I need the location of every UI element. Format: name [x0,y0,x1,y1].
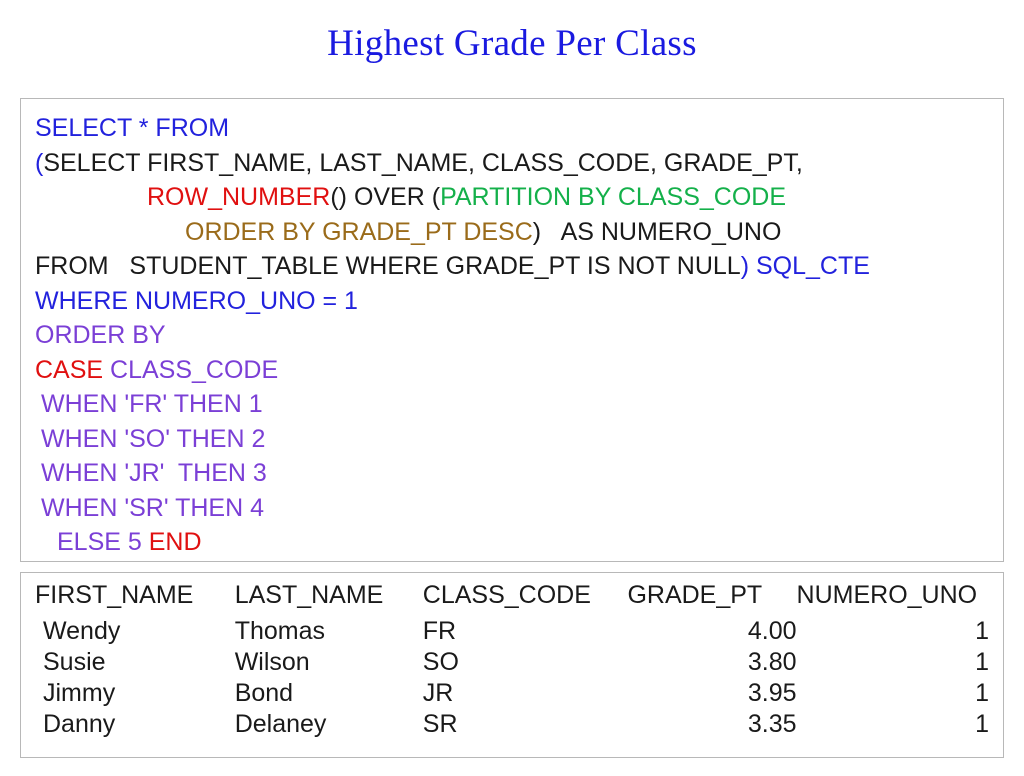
cell-first-name: Danny [43,710,116,738]
column-header-first-name: FIRST_NAME [35,581,194,609]
sql-code-lines [35,111,989,560]
cell-numero-uno: 1 [975,648,989,676]
sql-token: WHEN 'JR' THEN 3 [41,459,267,487]
table-header-row [21,579,1003,616]
sql-code-line [35,111,989,146]
table-row [21,616,1003,647]
results-table-body [21,616,1003,740]
results-table-block [20,572,1004,758]
sql-code-line [35,525,989,560]
sql-token: END [148,528,202,556]
cell-class-code: FR [422,617,457,645]
sql-token: () OVER ( [330,183,441,211]
sql-code-line [35,353,989,388]
column-header-class-code: CLASS_CODE [422,581,591,609]
sql-token: WHEN 'SR' THEN 4 [41,493,264,522]
cell-numero-uno: 1 [975,679,989,707]
cell-class-code: SR [422,710,458,738]
table-row [21,647,1003,678]
sql-token: FROM STUDENT_TABLE WHERE GRADE_PT IS NOT NULL [35,252,741,280]
sql-token: CLASS_CODE [110,355,279,384]
sql-code-block [20,98,1004,562]
results-table [21,579,1003,740]
sql-token: PARTITION BY CLASS_CODE [440,183,786,211]
table-row [21,678,1003,709]
sql-token: WHEN 'SO' THEN 2 [41,424,266,453]
sql-code-line [35,215,989,250]
column-header-grade-pt: GRADE_PT [627,581,763,609]
sql-code-line [35,284,989,319]
sql-token: ELSE 5 [57,528,149,556]
cell-grade-pt: 4.00 [747,617,797,645]
sql-token: SELECT FIRST_NAME, LAST_NAME, CLASS_CODE, GRADE_PT, [43,148,803,177]
sql-token: ROW_NUMBER [147,183,331,211]
cell-first-name: Susie [43,648,106,676]
cell-last-name: Wilson [234,648,310,676]
table-row [21,709,1003,740]
sql-token: ORDER BY [35,321,166,349]
cell-grade-pt: 3.95 [747,679,797,707]
cell-numero-uno: 1 [975,617,989,645]
cell-first-name: Jimmy [43,679,116,707]
sql-token: ) SQL_CTE [740,252,870,280]
sql-code-line [35,146,989,181]
column-header-numero-uno: NUMERO_UNO [796,581,978,609]
sql-token: ( [35,148,44,177]
cell-first-name: Wendy [43,617,121,645]
column-header-last-name: LAST_NAME [234,581,384,609]
sql-token: ) AS NUMERO_UNO [532,217,782,246]
cell-class-code: SO [422,648,459,676]
sql-code-line [35,318,989,353]
cell-last-name: Thomas [234,617,326,645]
sql-token: ORDER BY GRADE_PT DESC [185,217,533,246]
cell-class-code: JR [422,679,454,707]
sql-code-line [35,249,989,284]
cell-last-name: Bond [234,679,294,707]
sql-code-line [35,387,989,422]
sql-code-line [35,491,989,526]
page-title: Highest Grade Per Class [327,23,697,64]
cell-last-name: Delaney [234,710,327,738]
sql-token: SELECT * FROM [35,114,230,142]
sql-code-line [35,422,989,457]
sql-token: WHERE NUMERO_UNO = 1 [35,286,358,315]
sql-code-line [35,456,989,491]
cell-grade-pt: 3.35 [747,710,797,738]
sql-code-line [35,180,989,215]
sql-token: CASE [35,355,111,384]
sql-token: WHEN 'FR' THEN 1 [41,390,263,418]
cell-numero-uno: 1 [975,710,989,738]
cell-grade-pt: 3.80 [747,648,797,676]
